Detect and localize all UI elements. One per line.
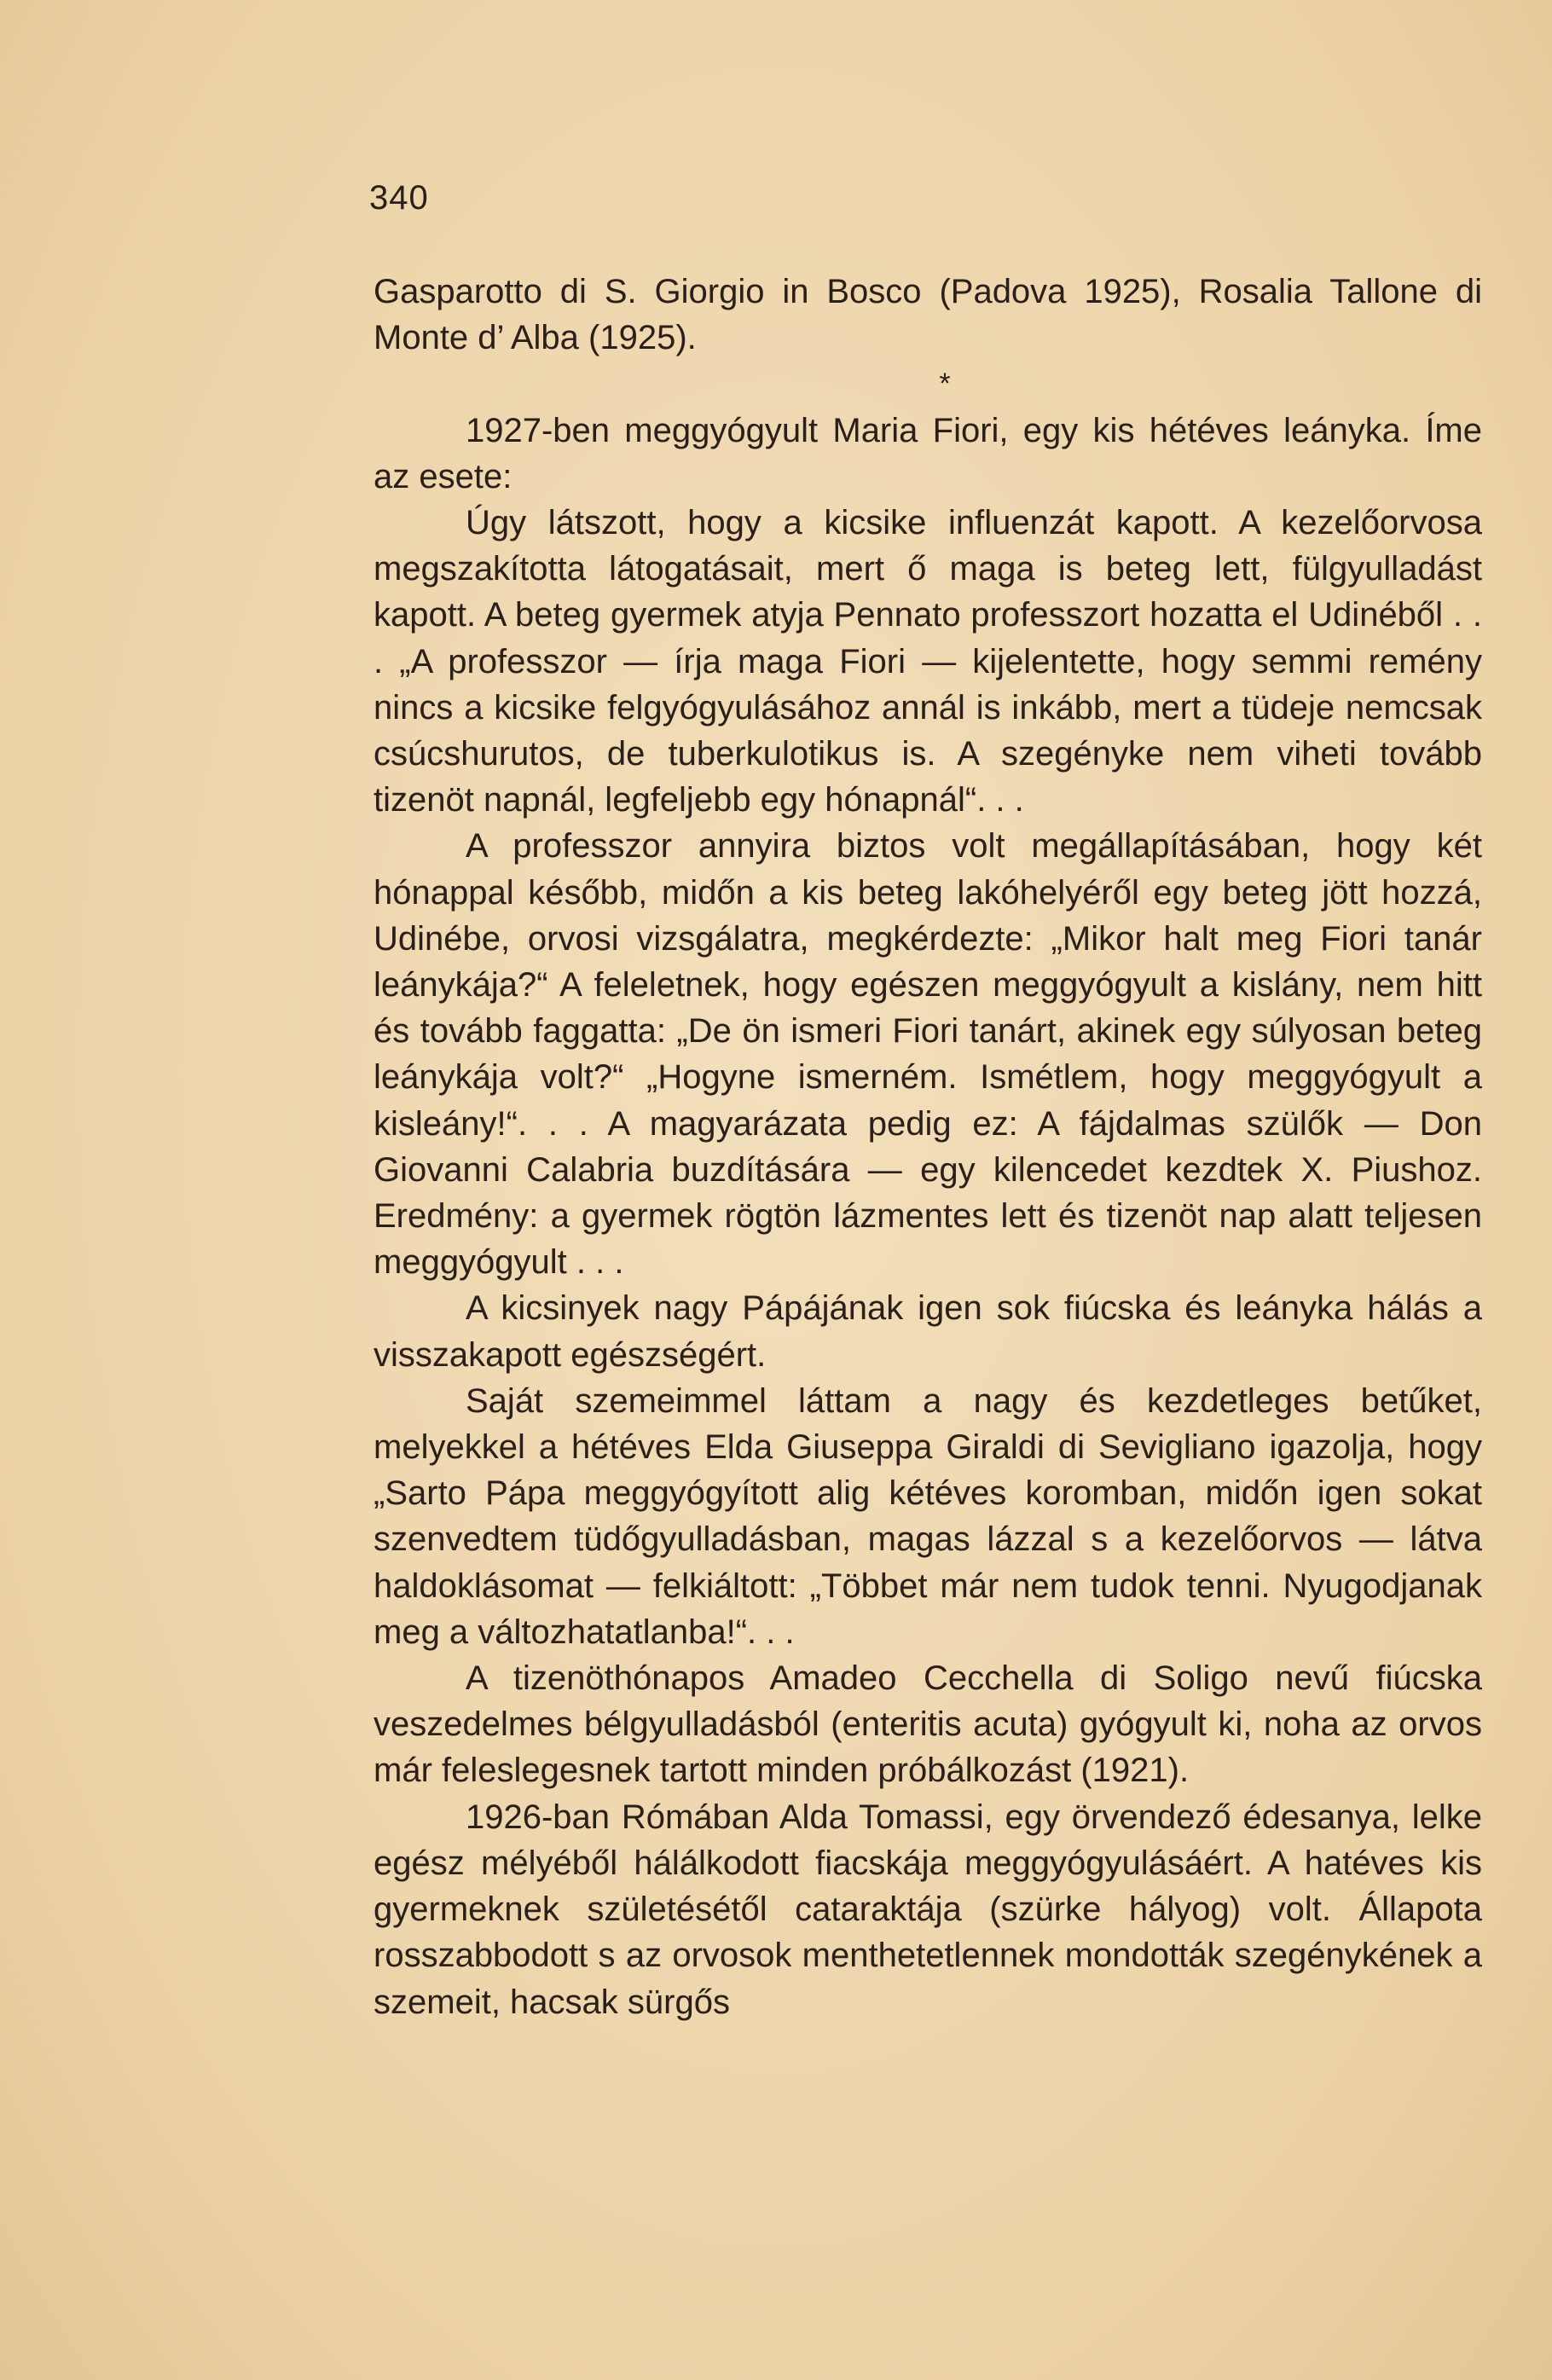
body-text <box>374 269 1482 2025</box>
page-number: 340 <box>369 179 429 217</box>
paragraph-continuation: Gasparotto di S. Giorgio in Bosco (Padova 1925), Rosalia Tallone di Monte d’ Alba (1925). <box>374 273 1482 357</box>
paragraph: 1926-ban Rómában Alda Tomassi, egy örvendező édesanya, lelke egész mélyéből hálálkodott fiacskája meggyógyulásáért. A hatéves kis gyermeknek születésétől cataraktája (szürke hályog) volt. Állapota rosszabbodott s az orvosok menthetetlennek mondották szegénykének a szemeit, hacsak sürgős <box>374 1798 1482 2021</box>
paragraph: Úgy látszott, hogy a kicsike influenzát kapott. A kezelőorvosa megszakította látogatásait, mert ő maga is beteg lett, fülgyulladást kapott. A beteg gyermek atyja Pennato professzort hozatta el Udinéből . . . „A professzor — írja maga Fiori — kijelentette, hogy semmi remény nincs a kicsike felgyógyulásához annál is inkább, mert a tüdeje nemcsak csúcshurutos, de tuberkulotikus is. A szegényke nem viheti tovább tizenöt napnál, legfeljebb egy hónapnál“. . . <box>374 504 1482 819</box>
paragraph: A kicsinyek nagy Pápájának igen sok fiúcska és leányka hálás a visszakapott egészségért. <box>374 1289 1482 1374</box>
paragraph: A professzor annyira biztos volt megállapításában, hogy két hónappal később, midőn a kis beteg lakóhelyéről egy beteg jött hozzá, Udinébe, orvosi vizsgálatra, megkérdezte: „Mikor halt meg Fiori tanár leánykája?“ A feleletnek, hogy egészen meggyógyult a kislány, nem hitt és tovább faggatta: „De ön ismeri Fiori tanárt, akinek egy súlyosan beteg leánykája volt?“ „Hogyne ismerném. Ismétlem, hogy meggyógyult a kisleány!“. . . A magyarázata pedig ez: A fájdalmas szülők — Don Giovanni Calabria buzdítására — egy kilencedet kezdtek X. Piushoz. Eredmény: a gyermek rögtön lázmentes lett és tizenöt nap alatt teljesen meggyógyult . . . <box>374 827 1482 1282</box>
paragraph: Saját szemeimmel láttam a nagy és kezdetleges betűket, melyekkel a hétéves Elda Giuseppa Giraldi di Sevigliano igazolja, hogy „Sarto Pápa meggyógyított alig kétéves koromban, midőn igen sokat szenvedtem tüdőgyulladásban, magas lázzal s a kezelőorvos — látva haldoklásomat — felkiáltott: „Többet már nem tudok tenni. Nyugodjanak meg a változhatatlanba!“. . . <box>374 1381 1482 1651</box>
paragraph: 1927-ben meggyógyult Maria Fiori, egy kis hétéves leányka. Íme az esete: <box>374 411 1482 495</box>
section-separator: * <box>939 368 951 401</box>
paragraph: A tizenöthónapos Amadeo Cecchella di Soligo nevű fiúcska veszedelmes bélgyulladásból (enteritis acuta) gyógyult ki, noha az orvos már feleslegesnek tartott minden próbálkozást (1921). <box>374 1659 1482 1790</box>
